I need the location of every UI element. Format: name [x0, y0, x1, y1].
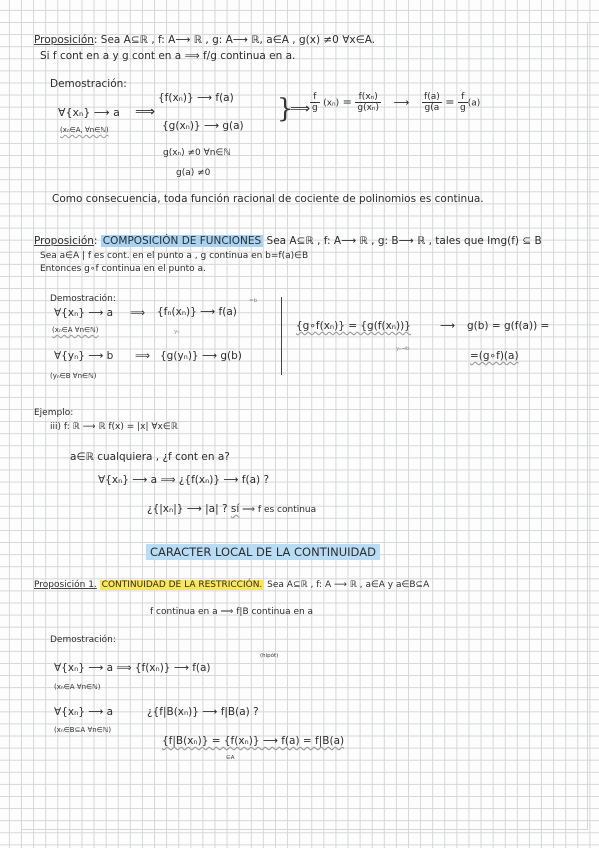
- g-nonzero-a: g(a) ≠0: [176, 168, 211, 178]
- proposition-heading: Proposición 1.: [34, 580, 97, 590]
- sequence-condition: (xₙ∈A, ∀n∈ℕ): [60, 126, 109, 134]
- restriction-sequence-a-cond: (xₙ∈A ∀n∈ℕ): [54, 683, 101, 691]
- sequence-x-hypothesis: ∀{xₙ} ⟶ a: [54, 307, 114, 319]
- implies-arrow: ⟹: [135, 104, 156, 120]
- demo-label: Demostración:: [50, 635, 116, 645]
- example-question: a∈ℝ cualquiera , ¿f cont en a?: [70, 451, 230, 463]
- proposition-text: Sea A⊆ℝ , f: A ⟶ ℝ , a∈A y a∈B⊆A: [267, 580, 430, 590]
- example-function: iii) f: ℝ ⟶ ℝ f(x) = |x| ∀x∈ℝ: [50, 422, 178, 432]
- subscript-a-note: ∈A: [226, 755, 235, 761]
- composition-arrow: ⟶: [440, 320, 456, 332]
- proposition-heading: Proposición: [34, 34, 94, 46]
- proposition-3-line-2: f continua en a ⟹ f|B continua en a: [150, 607, 314, 617]
- separator-line: [281, 297, 282, 375]
- sequence-x-condition: (xₙ∈A ∀n∈ℕ): [52, 326, 99, 334]
- quotient-expression: $\frac{f}{g}$ (xₙ) = $\frac{\text{f(xₙ)}}{\text{g(xₙ)}}$ ⟶ $\frac{f(a)}{g(a}$ = $\frac{f}{g}$ (a): [312, 92, 481, 113]
- f-convergence: {f(xₙ)} ⟶ f(a): [158, 92, 234, 104]
- implies-arrow: ⟹: [130, 307, 146, 319]
- proposition-2-line-2: Sea a∈A | f es cont. en el punto a , g continua en b=f(a)∈B: [40, 251, 309, 261]
- restriction-question: ¿{f|B(xₙ)} ⟶ f|B(a) ?: [147, 706, 259, 718]
- demo-label: Demostración:: [50, 294, 116, 304]
- local-continuity-title: CARACTER LOCAL DE LA CONTINUIDAD: [146, 544, 380, 560]
- g-convergence: {g(xₙ)} ⟶ g(a): [162, 120, 244, 132]
- proposition-2-line-3: Entonces g∘f continua en el punto a.: [40, 264, 206, 274]
- quotient-f-over-g: $\frac{f}{g}$: [312, 92, 318, 113]
- restriction-sequence-b-cond: (xₙ∈B⊆A ∀n∈ℕ): [54, 726, 112, 734]
- proposition-text: Sea A⊆ℝ , f: A⟶ ℝ , g: B⟶ ℝ , tales que Img(f) ⊆ B: [266, 235, 542, 247]
- restriction-sequence-b: ∀{xₙ} ⟶ a: [54, 706, 114, 718]
- proposition-2-line-1: Proposición: COMPOSICIÓN DE FUNCIONES Sea A⊆ℝ , f: A⟶ ℝ , g: B⟶ ℝ , tales que Img(f) ⊆ B: [34, 235, 542, 247]
- composition-limit: g(b) = g(f(a)) =: [467, 320, 550, 332]
- g-convergence: {g(yₙ)} ⟶ g(b): [160, 350, 242, 362]
- sequence-hypothesis: ∀{xₙ} ⟶ a: [58, 106, 120, 119]
- b-annotation: =b: [249, 298, 258, 304]
- yn-to-b-annotation: yₙ→b: [396, 346, 410, 352]
- composition-title: COMPOSICIÓN DE FUNCIONES: [102, 235, 262, 247]
- example-label: Ejemplo:: [34, 408, 74, 418]
- yn-annotation: yₙ: [174, 329, 180, 335]
- proposition-1-line-1: [34, 34, 375, 47]
- quotient-fxn-over-gxn: $\frac{\text{f(xₙ)}}{\text{g(xₙ)}}$: [357, 92, 380, 113]
- f-convergence: {fₙ(xₙ)} ⟶ f(a): [157, 306, 237, 318]
- restriction-title: CONTINUIDAD DE LA RESTRICCIÓN.: [101, 580, 263, 590]
- quotient-f-over-g-at-a: $\frac{f}{g}$: [459, 92, 466, 113]
- abs-question: ¿{|xₙ|} ⟶ |a| ? sí ⟹ f es continua: [147, 503, 317, 515]
- proposition-text: : Sea A⊆ℝ , f: A⟶ ℝ , g: A⟶ ℝ, a∈A , g(x) ≠0 ∀x∈A.: [93, 34, 376, 46]
- example-sequence: ∀{xₙ} ⟶ a ⟹ ¿{f(xₙ)} ⟶ f(a) ?: [98, 474, 270, 486]
- proposition-3-line-1: [34, 579, 429, 592]
- yes-answer: sí: [230, 503, 240, 515]
- proposition-heading: Proposición: [34, 235, 94, 247]
- sequence-y-condition: (yₙ∈B ∀n∈ℕ): [50, 372, 97, 380]
- restriction-equality: {f|B(xₙ)} = {f(xₙ)} ⟶ f(a) = f|B(a): [162, 735, 345, 747]
- sequence-y-hypothesis: ∀{yₙ} ⟶ b: [54, 350, 114, 362]
- quotient-fa-over-ga: $\frac{f(a)}{g(a}$: [424, 92, 440, 113]
- demo-label: Demostración:: [50, 78, 127, 90]
- hypothesis-note: (hipót): [260, 653, 279, 659]
- composition-result: =(g∘f)(a): [470, 350, 519, 362]
- right-brace: }: [277, 94, 294, 124]
- composition-sequence: {g∘f(xₙ)} = {g(f(xₙ))}: [296, 320, 411, 332]
- proposition-1-line-2: Si f cont en a y g cont en a ⟹ f/g continua en a.: [40, 50, 296, 62]
- implies-arrow: ⟹: [135, 350, 151, 362]
- rational-functions-conclusion: Como consecuencia, toda función racional de cociente de polinomios es continua.: [52, 193, 484, 205]
- section-title: [146, 546, 380, 559]
- implies-arrow-2: ⟹: [290, 101, 311, 117]
- restriction-sequence-a: ∀{xₙ} ⟶ a ⟹ {f(xₙ)} ⟶ f(a): [54, 662, 211, 674]
- g-nonzero-xn: g(xₙ) ≠0 ∀n∈ℕ: [163, 148, 231, 158]
